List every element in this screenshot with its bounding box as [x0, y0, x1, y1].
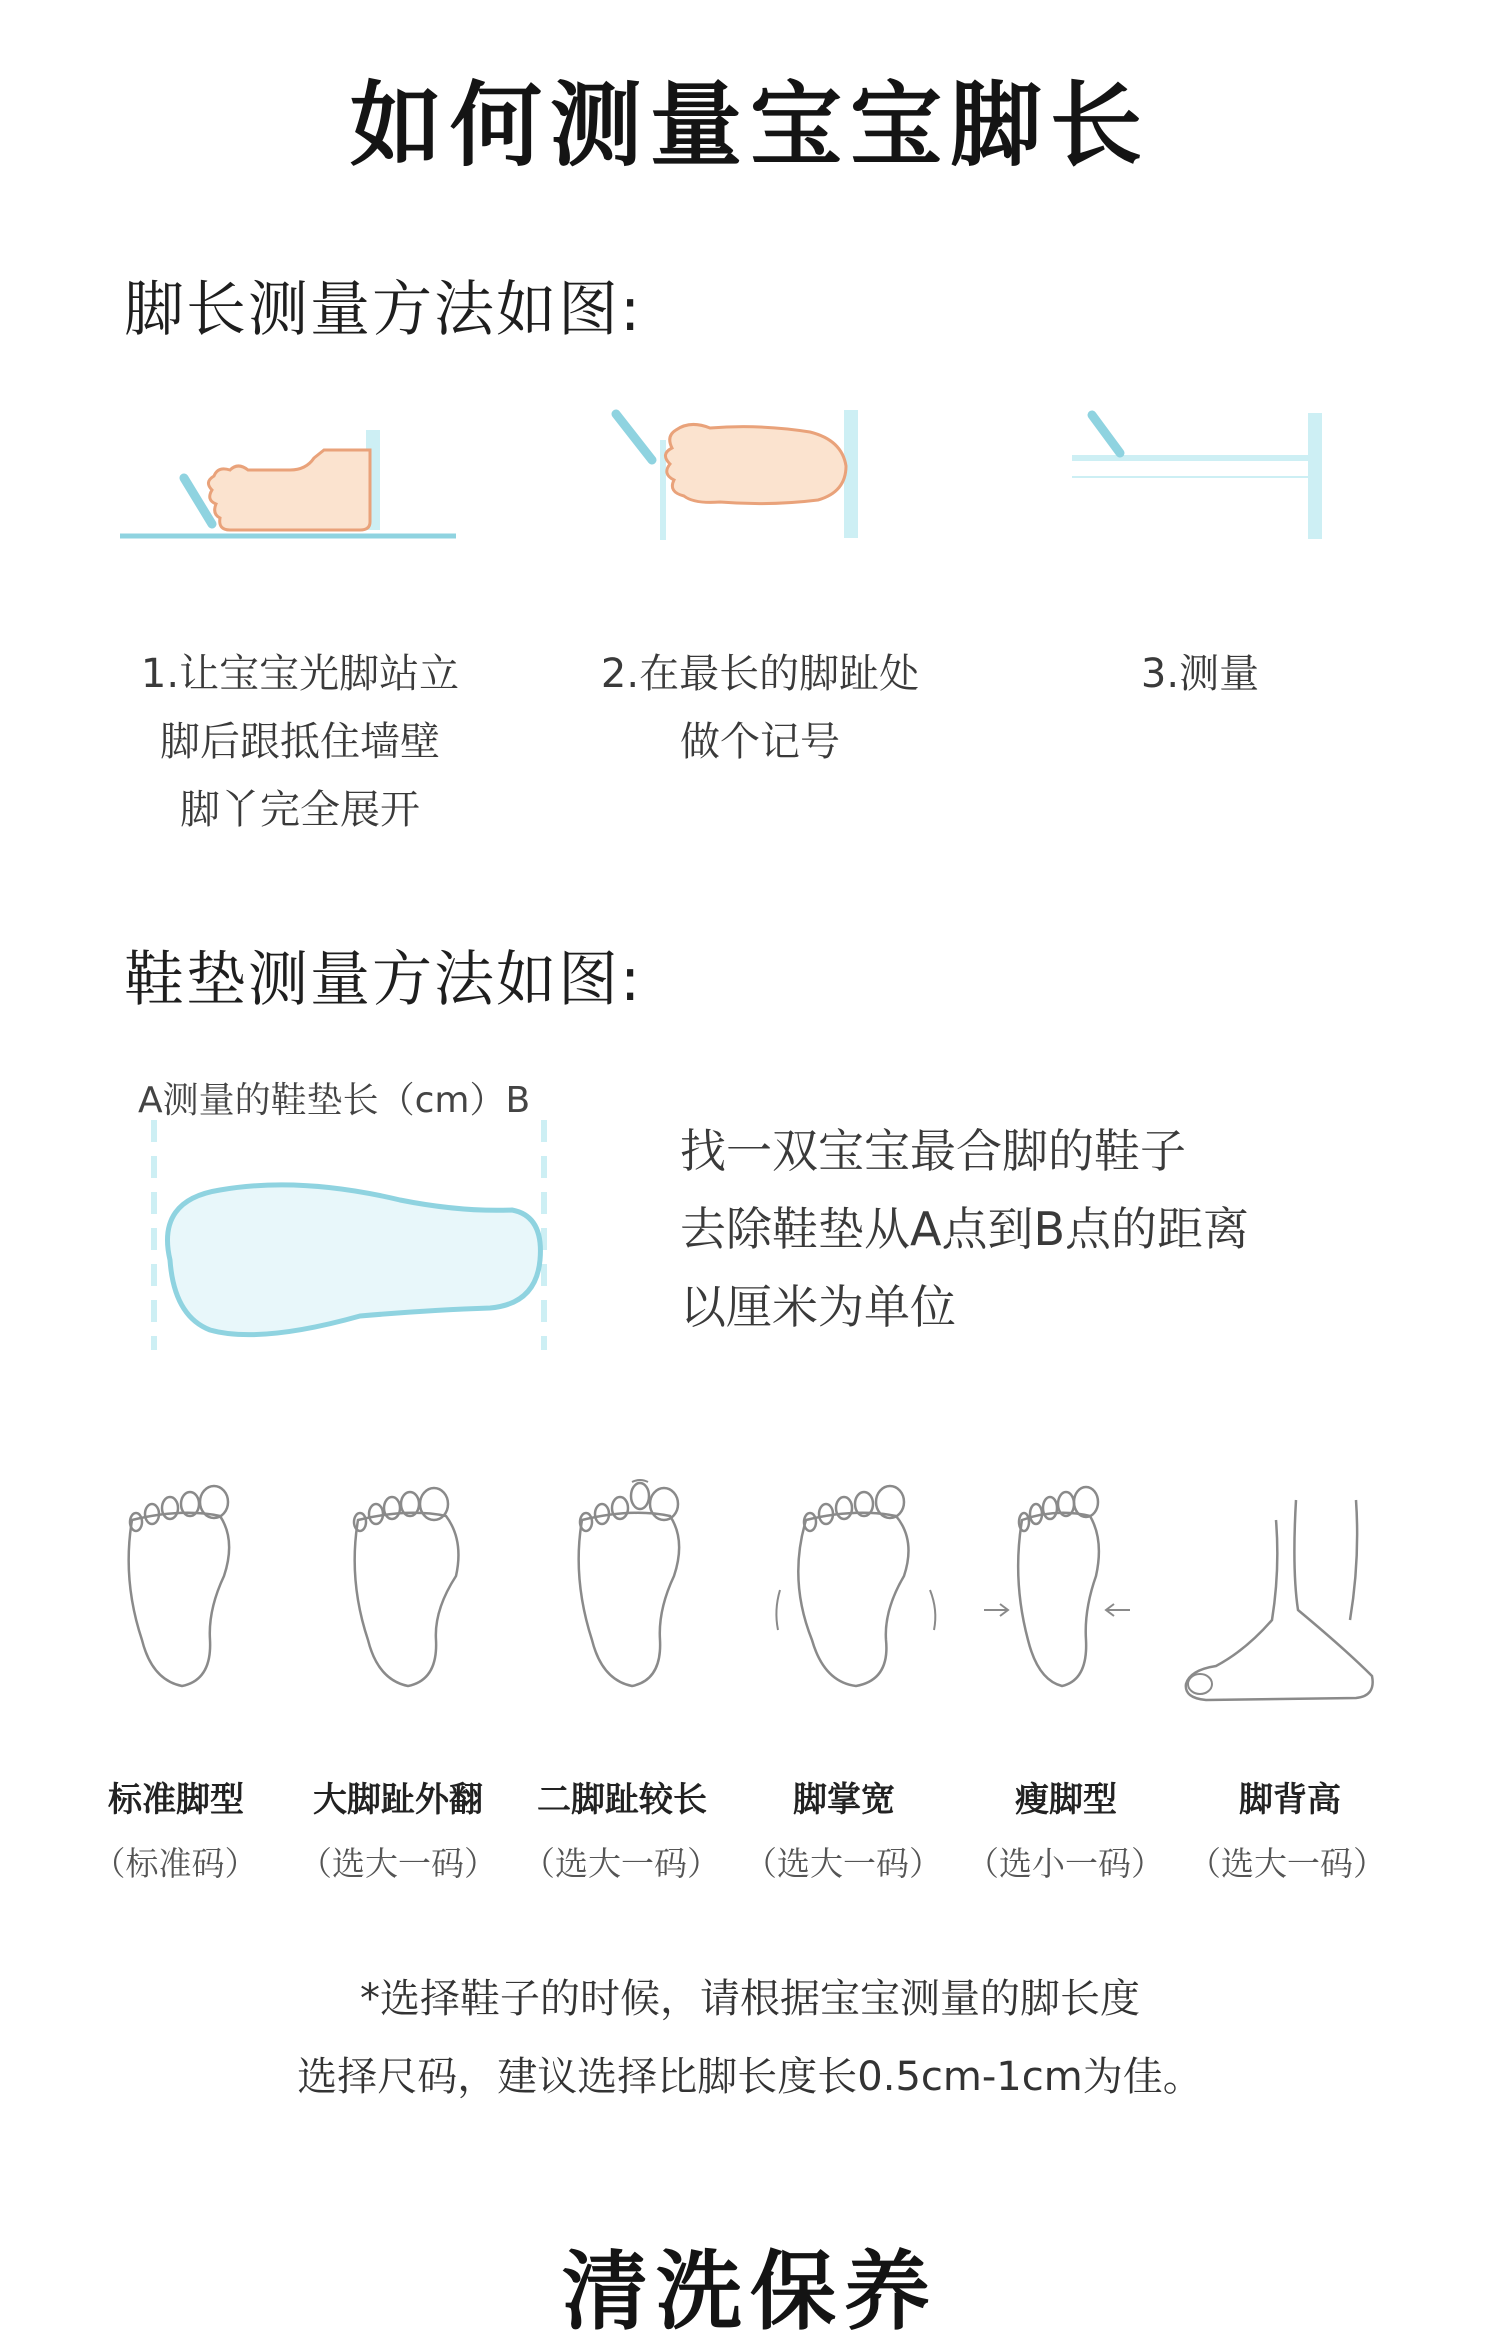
- foot-type-hint: （选大一码）: [522, 1844, 720, 1883]
- foot-type-name: 二脚趾较长: [537, 1780, 707, 1820]
- foot-standard-icon: [112, 1480, 252, 1700]
- insole-measure-label: A测量的鞋垫长（cm）B: [138, 1080, 531, 1121]
- step3-caption: [1060, 640, 1340, 708]
- foot-type-name: 大脚趾外翻: [313, 1780, 483, 1820]
- foot-type-hint: （选大一码）: [744, 1844, 942, 1883]
- foot-type-name: 标准脚型: [108, 1780, 244, 1820]
- caption-line: 2.在最长的脚趾处: [600, 651, 920, 697]
- insole-illustration: [140, 1120, 560, 1380]
- foot-bunion-icon: [338, 1480, 478, 1700]
- insole-section-title: 鞋垫测量方法如图:: [124, 945, 643, 1015]
- step1-illustration: [120, 430, 460, 550]
- description-line: 找一双宝宝最合脚的鞋子: [680, 1124, 1186, 1178]
- insole-description: [680, 1112, 1249, 1346]
- note-line: *选择鞋子的时候，请根据宝宝测量的脚长度: [360, 1976, 1140, 2022]
- caption-line: 脚后跟抵住墙壁: [160, 719, 440, 765]
- step3-illustration: [1072, 405, 1342, 540]
- foot-type-hint: （选大一码）: [1188, 1844, 1386, 1883]
- foot-type-name: 脚掌宽: [793, 1780, 895, 1820]
- foot-high-instep-icon: [1176, 1500, 1376, 1705]
- foot-wide-icon: [766, 1480, 946, 1700]
- description-line: 去除鞋垫从A点到B点的距离: [680, 1202, 1250, 1256]
- foot-type-hint: （标准码）: [92, 1844, 258, 1883]
- description-line: 以厘米为单位: [680, 1280, 956, 1334]
- foot-type-name: 瘦脚型: [1015, 1780, 1117, 1820]
- page-title: 如何测量宝宝脚长: [349, 72, 1150, 179]
- foot-slim-icon: [982, 1480, 1132, 1700]
- care-section-title: 清洗保养: [562, 2242, 938, 2342]
- caption-line: 1.让宝宝光脚站立: [140, 651, 460, 697]
- caption-line: 做个记号: [680, 719, 840, 765]
- foot-type-name: 脚背高: [1239, 1780, 1341, 1820]
- step2-illustration: [610, 400, 880, 540]
- foot-type-hint: （选小一码）: [966, 1844, 1164, 1883]
- step2-caption: [570, 640, 950, 776]
- caption-line: 3.测量: [1140, 651, 1260, 697]
- note-line: 选择尺码，建议选择比脚长度长0.5cm-1cm为佳。: [297, 2054, 1203, 2100]
- foot-section-title: 脚长测量方法如图:: [124, 275, 643, 345]
- step1-caption: [110, 640, 490, 844]
- caption-line: 脚丫完全展开: [180, 787, 420, 833]
- foot-type-hint: （选大一码）: [299, 1844, 497, 1883]
- foot-long-second-toe-icon: [562, 1478, 702, 1700]
- size-note: [0, 1960, 1500, 2116]
